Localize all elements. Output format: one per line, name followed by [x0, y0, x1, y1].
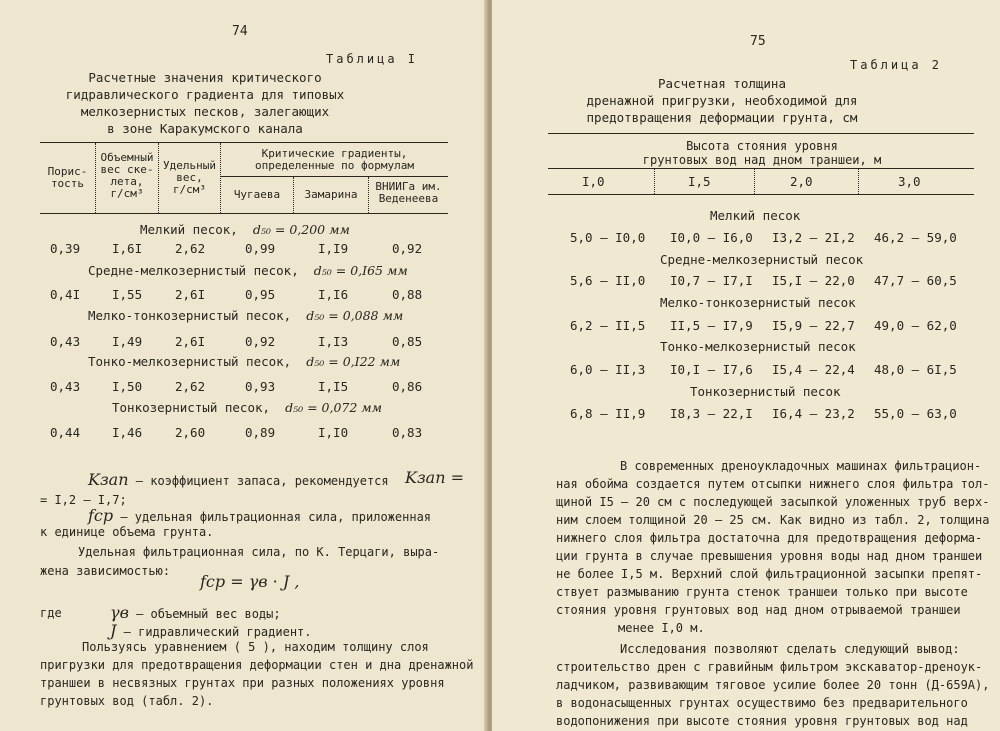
body-line: ним слоем толщиной 20 – 25 см. Как видно из табл. 2, толщина	[556, 513, 990, 527]
column-header: 3,0	[898, 174, 921, 189]
cell: 55,0 – 63,0	[874, 406, 957, 421]
body-line: fср – удельная фильтрационная сила, приложенная	[88, 506, 432, 525]
formula: fср = γв · J ,	[200, 572, 300, 591]
cell: 0,39	[50, 241, 81, 256]
header-vniig: ВНИИГа им. Веденеева	[375, 180, 442, 205]
cell: 0,43	[50, 379, 81, 394]
cell: 46,2 – 59,0	[874, 230, 957, 245]
cell: 48,0 – 6I,5	[874, 362, 957, 377]
col-divider	[754, 169, 755, 194]
table-rule-bottom	[548, 194, 974, 195]
body-line: не более I,5 м. Верхний слой фильтрационной засыпки препят-	[556, 567, 983, 581]
cell: I,I9	[318, 241, 349, 256]
cell: I5,9 – 22,7	[772, 318, 855, 333]
left-page	[0, 0, 488, 731]
cell: I,55	[112, 287, 143, 302]
table-label: Таблица I	[326, 52, 419, 66]
cell: I,50	[112, 379, 143, 394]
header-porosity: Порис- тость	[47, 165, 88, 190]
cell: I,I0	[318, 425, 349, 440]
cell: 6,2 – II,5	[570, 318, 646, 333]
cell: I,49	[112, 334, 143, 349]
header-water-level: Высота стояния уровня грунтовых вод над дном траншеи, м	[642, 139, 882, 167]
section-label: Средне-мелкозернистый песок, d₅₀ = 0,I65 мм	[88, 263, 408, 278]
page-number: 75	[750, 34, 766, 49]
body-line: В современных дреноукладочных машинах фильтрацион-	[620, 459, 982, 473]
body-line: жена зависимостью:	[40, 564, 171, 578]
table-title-line: в зоне Каракумского канала	[107, 121, 303, 136]
section-label: Тонко-мелкозернистый песок, d₅₀ = 0,I22 мм	[88, 354, 401, 369]
cell: 0,86	[392, 379, 423, 394]
cell: I,46	[112, 425, 143, 440]
column-header: 2,0	[790, 174, 813, 189]
table-title-line: гидравлического градиента для типовых	[65, 87, 345, 102]
cell: 0,93	[245, 379, 276, 394]
right-page	[492, 0, 1000, 731]
cell: 0,88	[392, 287, 423, 302]
body-line: менее I,0 м.	[618, 621, 705, 635]
body-line: Пользуясь уравнением ( 5 ), находим толщину слоя	[82, 640, 429, 654]
table-rule-sub	[548, 168, 974, 169]
cell: I,I3	[318, 334, 349, 349]
cell: 0,43	[50, 334, 81, 349]
header-zamarina: Замарина	[304, 188, 358, 201]
section-label: Мелкий песок, d₅₀ = 0,200 мм	[140, 222, 350, 237]
table-rule-top	[548, 133, 974, 134]
table-rule-bottom	[40, 213, 448, 214]
table-title-line: Расчетная толщина	[658, 76, 786, 91]
body-line: ции грунта в случае превышения уровня воды над дном траншеи	[556, 549, 983, 563]
header-specific-weight: Удельный вес, г/см³	[163, 159, 216, 196]
body-line: где	[40, 606, 62, 620]
symbol: Kзап =	[405, 468, 465, 487]
cell: 47,7 – 60,5	[874, 273, 957, 288]
cell: I5,4 – 22,4	[772, 362, 855, 377]
cell: 0,4I	[50, 287, 81, 302]
cell: I8,3 – 22,I	[670, 406, 753, 421]
cell: 0,95	[245, 287, 276, 302]
body-line: грунтовых вод (табл. 2).	[40, 694, 214, 708]
header-bulk-density: Объемный вес ске- лета, г/см³	[100, 151, 154, 200]
cell: 6,0 – II,3	[570, 362, 646, 377]
cell: 2,6I	[175, 287, 206, 302]
cell: I,I6	[318, 287, 349, 302]
section-label: Мелко-тонкозернистый песок	[660, 295, 856, 310]
body-line: строительство дрен с гравийным фильтром экскаватор-дреноук-	[556, 660, 983, 674]
cell: 2,62	[175, 241, 206, 256]
body-line: в водонасыщенных грунтах осуществимо без предварительного	[556, 696, 968, 710]
body-line: к единице объема грунта.	[40, 525, 214, 539]
body-line: Kзап – коэффициент запаса, рекомендуется	[88, 470, 389, 489]
section-label: Мелкий песок	[710, 208, 801, 223]
table-title-line: Расчетные значения критического	[88, 70, 322, 85]
body-line: Удельная фильтрационная сила, по К. Терцаги, выра-	[78, 545, 440, 559]
cell: II,5 – I7,9	[670, 318, 753, 333]
col-divider	[654, 169, 655, 194]
cell: I0,7 – I7,I	[670, 273, 753, 288]
col-divider	[858, 169, 859, 194]
body-line: нижнего слоя фильтра достаточна для предотвращения деформа-	[556, 531, 983, 545]
column-header: I,0	[582, 174, 605, 189]
cell: 6,8 – II,9	[570, 406, 646, 421]
cell: I,6I	[112, 241, 143, 256]
page-number: 74	[232, 24, 248, 39]
column-header: I,5	[688, 174, 711, 189]
table-title-line: дренажной пригрузки, необходимой для	[586, 93, 858, 108]
cell: 2,60	[175, 425, 206, 440]
body-line: Исследования позволяют сделать следующий вывод:	[620, 642, 960, 656]
section-label: Мелко-тонкозернистый песок, d₅₀ = 0,088 мм	[88, 308, 404, 323]
cell: I0,I – I7,6	[670, 362, 753, 377]
body-line: пригрузки для предотвращения деформации стен и дна дренажной	[40, 658, 474, 672]
header-critical-gradients: Критические градиенты, определенные по формулам	[255, 147, 414, 172]
table-title-line: предотвращения деформации грунта, см	[586, 110, 858, 125]
section-label: Тонкозернистый песок, d₅₀ = 0,072 мм	[112, 400, 383, 415]
body-line: траншеи в несвязных грунтах при разных положениях уровня	[40, 676, 445, 690]
cell: 5,0 – I0,0	[570, 230, 646, 245]
section-label: Тонкозернистый песок	[690, 384, 841, 399]
body-line: стояния уровня грунтовых вод над дном отрываемой траншеи	[556, 603, 961, 617]
cell: 0,99	[245, 241, 276, 256]
cell: 0,92	[245, 334, 276, 349]
table-label: Таблица 2	[850, 58, 943, 72]
body-line: ствует размыванию грунта стенок траншеи только при высоте	[556, 585, 968, 599]
cell: 0,89	[245, 425, 276, 440]
body-line: щиной I5 – 20 см с последующей засыпкой уложенных труб верх-	[556, 495, 990, 509]
body-line: водопонижения при высоте стояния уровня грунтовых вод над	[556, 714, 968, 728]
cell: 2,62	[175, 379, 206, 394]
section-label: Средне-мелкозернистый песок	[660, 252, 864, 267]
cell: 2,6I	[175, 334, 206, 349]
table-rule-sub	[220, 176, 448, 177]
body-line: ная обойма создается путем отсыпки нижнего слоя фильтра тол-	[556, 477, 990, 491]
cell: 5,6 – II,0	[570, 273, 646, 288]
cell: I6,4 – 23,2	[772, 406, 855, 421]
cell: 49,0 – 62,0	[874, 318, 957, 333]
cell: 0,92	[392, 241, 423, 256]
body-line: γв – объемный вес воды;	[110, 603, 281, 622]
table-rule-top	[40, 142, 448, 143]
table-title-line: мелкозернистых песков, залегающих	[80, 104, 330, 119]
cell: 0,83	[392, 425, 423, 440]
cell: I5,I – 22,0	[772, 273, 855, 288]
section-label: Тонко-мелкозернистый песок	[660, 339, 856, 354]
body-line: ладчиком, развивающим тяговое усилие более 20 тонн (Д-659А),	[556, 678, 990, 692]
header-chugaev: Чугаева	[233, 188, 281, 201]
cell: I3,2 – 2I,2	[772, 230, 855, 245]
cell: I,I5	[318, 379, 349, 394]
body-line: J – гидравлический градиент.	[110, 621, 312, 640]
body-line: = I,2 – I,7;	[40, 493, 127, 507]
cell: 0,85	[392, 334, 423, 349]
cell: 0,44	[50, 425, 81, 440]
cell: I0,0 – I6,0	[670, 230, 753, 245]
